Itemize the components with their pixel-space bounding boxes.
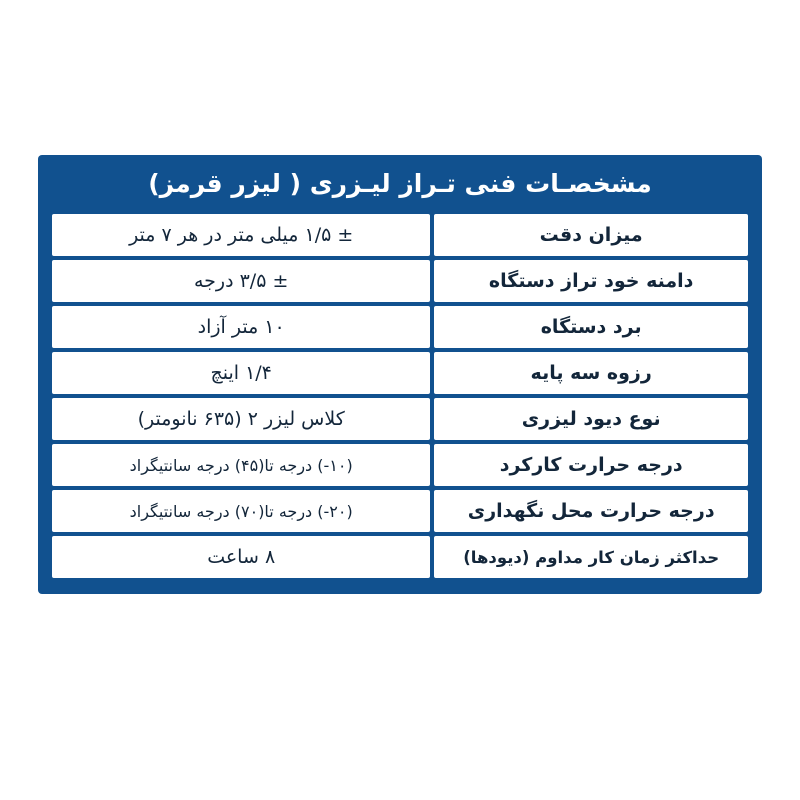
- card-title: مشخصـات فنی تـراز لیـزری ( لیزر قرمز): [148, 169, 652, 198]
- row-label: رزوه سه پایه: [434, 352, 748, 394]
- row-label: حداکثر زمان کار مداوم (دیودها): [434, 536, 748, 578]
- specifications-table: [48, 210, 752, 582]
- table-row: [52, 352, 748, 394]
- table-row: [52, 444, 748, 486]
- row-value: ± ۳/۵ درجه: [52, 260, 430, 302]
- specifications-card: [38, 155, 762, 594]
- row-label: درجه حرارت محل نگهداری: [434, 490, 748, 532]
- row-value: (۱۰-) درجه تا(۴۵) درجه سانتیگراد: [52, 444, 430, 486]
- row-value: ۸ ساعت: [52, 536, 430, 578]
- row-value: کلاس لیزر ۲ (۶۳۵ نانومتر): [52, 398, 430, 440]
- table-row: [52, 306, 748, 348]
- row-value: ۱/۴ اینچ: [52, 352, 430, 394]
- row-value: ۱۰ متر آزاد: [52, 306, 430, 348]
- specifications-table-body: [52, 214, 748, 578]
- table-row: [52, 260, 748, 302]
- row-label: درجه حرارت کارکرد: [434, 444, 748, 486]
- row-label: میزان دقت: [434, 214, 748, 256]
- row-label: دامنه خود تراز دستگاه: [434, 260, 748, 302]
- row-label: برد دستگاه: [434, 306, 748, 348]
- row-value: (۲۰-) درجه تا(۷۰) درجه سانتیگراد: [52, 490, 430, 532]
- table-row: [52, 214, 748, 256]
- table-row: [52, 490, 748, 532]
- table-row: [52, 536, 748, 578]
- table-row: [52, 398, 748, 440]
- row-label: نوع دیود لیزری: [434, 398, 748, 440]
- row-value: ± ۱/۵ میلی متر در هر ۷ متر: [52, 214, 430, 256]
